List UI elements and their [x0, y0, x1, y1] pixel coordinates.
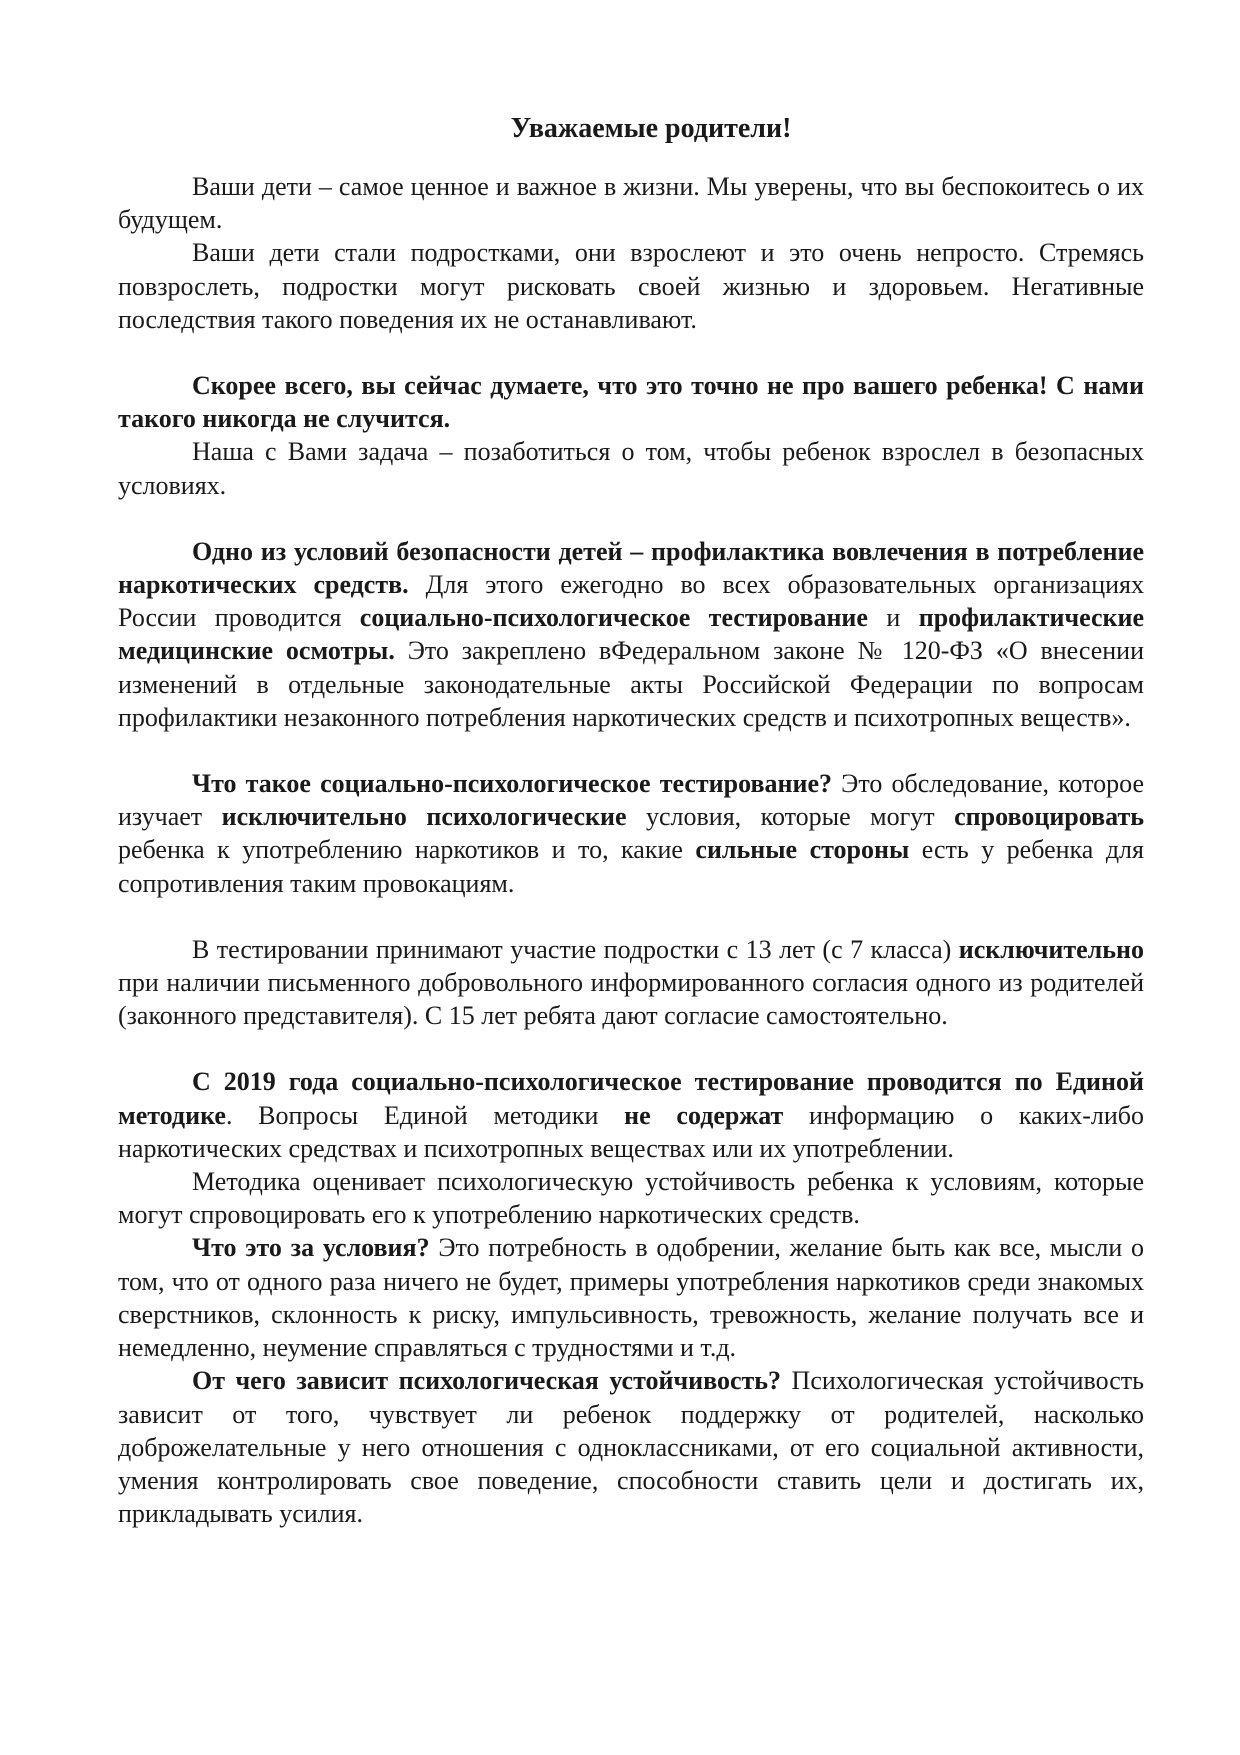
paragraph-2: [118, 236, 1144, 336]
text-run: Это закреплено вФедеральном законе № 120-ФЗ «О внесении изменений в отдельные законодательные акты Российской Федерации по вопросам профилактики незаконного потребления наркотических средств и психотропных веществ».: [118, 636, 1144, 732]
text-run: В тестировании принимают участие подростки с 13 лет (с 7 класса): [192, 934, 959, 964]
text-run: Для этого ежегодно во всех образовательных организациях России проводится: [118, 570, 1145, 633]
bold-text-run: Одно из условий безопасности детей – профилактика вовлечения в потребление наркотических средств.: [118, 536, 1144, 600]
text-run: Наша с Вами задача – позаботиться о том, чтобы ребенок взрослел в безопасных условиях.: [118, 437, 1144, 500]
text-run: есть у ребенка для сопротивления таким провокациям.: [118, 835, 1144, 898]
text-run: Методика оценивает психологическую устойчивость ребенка к условиям, которые могут спровоцировать его к употреблению наркотических средств.: [118, 1167, 1144, 1230]
paragraph-7: [118, 933, 1144, 1033]
bold-text-run: Скорее всего, вы сейчас думаете, что это точно не про вашего ребенка! С нами такого никогда не случится.: [118, 371, 1144, 434]
text-run: и: [867, 603, 919, 633]
bold-text-run: не содержат: [624, 1100, 784, 1130]
text-run: Психологическая устойчивость зависит от того, чувствует ли ребенок поддержку от родителей, насколько доброжелательные у него отношения с одноклассниками, от его социальной активности, умения контролировать свое поведение, способности ставить цели и достигать их, прикладывать усилия.: [118, 1366, 1145, 1529]
paragraph-gap: [118, 502, 1144, 535]
paragraph-5: [118, 535, 1144, 734]
paragraph-10: [118, 1231, 1144, 1364]
bold-text-run: исключительно: [958, 934, 1144, 964]
page-title: Уважаемые родители!: [510, 113, 792, 144]
paragraph-9: [118, 1165, 1144, 1231]
bold-text-run: Что такое социально-психологическое тестирование?: [192, 769, 832, 799]
text-run: условия, которые могут: [626, 802, 955, 832]
paragraph-gap: [118, 734, 1144, 767]
paragraph-1: [118, 170, 1144, 236]
paragraph-6: [118, 767, 1144, 900]
paragraph-3: [118, 369, 1144, 435]
text-run: Ваши дети – самое ценное и важное в жизни. Мы уверены, что вы беспокоитесь о их будущем.: [118, 172, 1144, 235]
bold-text-run: С 2019 года социально-психологическое тестирование проводится по Единой методике: [118, 1067, 1144, 1130]
bold-text-run: Что это за условия?: [192, 1233, 430, 1263]
text-run: информацию о каких-либо наркотических средствах и психотропных веществах или их употреблении.: [118, 1100, 1144, 1163]
bold-text-run: профилактические медицинские осмотры.: [118, 603, 1145, 666]
paragraph-gap: [118, 900, 1144, 933]
text-run: Это обследование, которое изучает: [118, 769, 1144, 832]
bold-text-run: сильные стороны: [695, 835, 910, 865]
text-run: Это потребность в одобрении, желание быть как все, мысли о том, что от одного раза ничего не будет, примеры употребления наркотиков среди знакомых сверстников, склонность к риску, импульсивность, тревожность, желание получать все и немедленно, неумение справляться с трудностями и т.д.: [118, 1233, 1144, 1363]
paragraph-4: [118, 435, 1144, 501]
text-run: при наличии письменного добровольного информированного согласия одного из родителей (законного представителя). С 15 лет ребята дают согласие самостоятельно.: [118, 968, 1144, 1031]
bold-text-run: спровоцировать: [954, 802, 1144, 832]
text-run: ребенка к употреблению наркотиков и то, какие: [118, 835, 696, 865]
text-run: . Вопросы Единой методики: [225, 1100, 625, 1130]
bold-text-run: социально-психологическое тестирование: [359, 603, 868, 633]
bold-text-run: От чего зависит психологическая устойчивость?: [192, 1366, 782, 1396]
paragraph-gap: [118, 336, 1144, 369]
paragraph-11: [118, 1364, 1144, 1530]
paragraph-gap: [118, 1032, 1144, 1065]
paragraph-8: [118, 1065, 1144, 1165]
text-run: Ваши дети стали подростками, они взрослеют и это очень непросто. Стремясь повзрослеть, подростки могут рисковать своей жизнью и здоровьем. Негативные последствия такого поведения их не останавливают.: [118, 238, 1144, 334]
bold-text-run: исключительно психологические: [221, 802, 627, 832]
